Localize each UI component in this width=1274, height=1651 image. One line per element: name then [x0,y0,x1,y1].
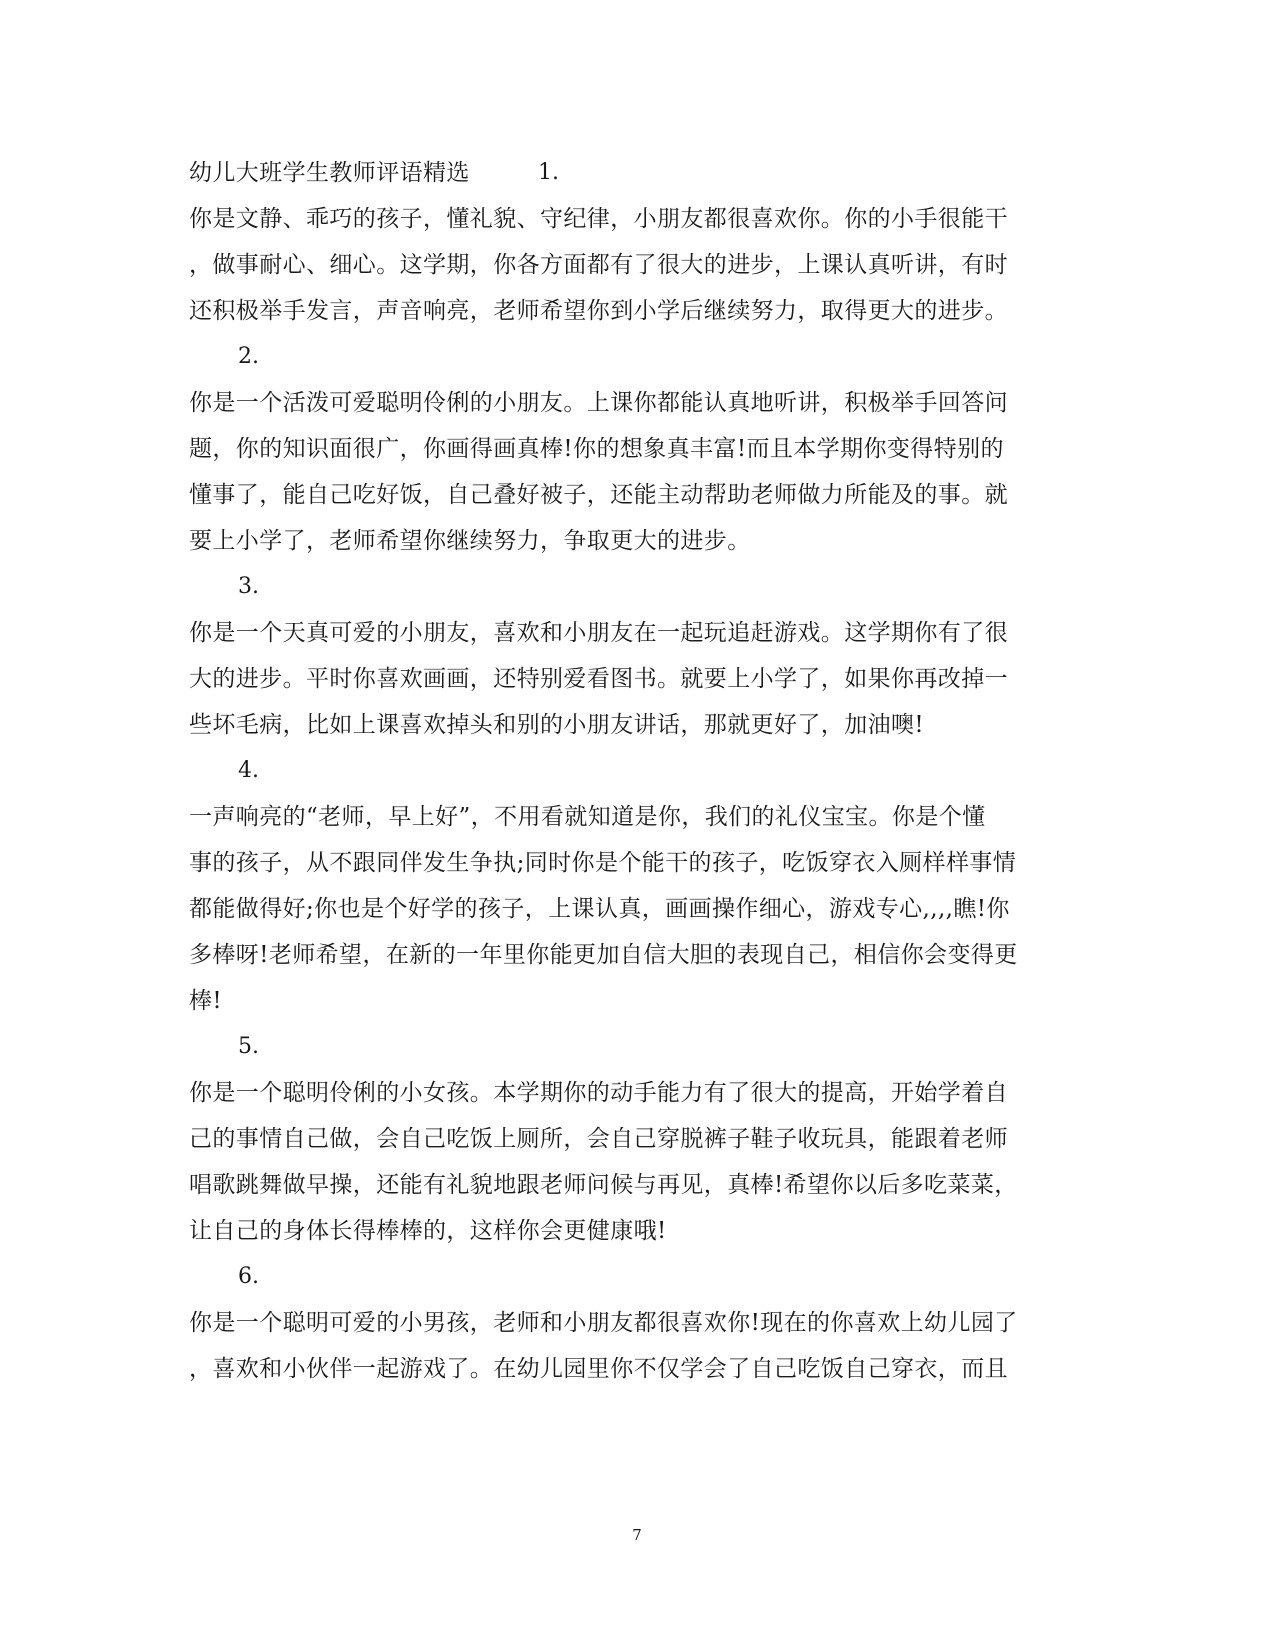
entry-text-line: 让自己的身体长得棒棒的，这样你会更健康哦! [189,1218,667,1244]
entry-number: 2. [238,344,259,369]
entry-text-line: 你是一个天真可爱的小朋友，喜欢和小朋友在一起玩追赶游戏。这学期你有了很 [189,620,1008,646]
entry-text-line: 事的孩子，从不跟同伴发生争执;同时你是个能干的孩子，吃饭穿衣入厕样样事情 [189,850,1017,876]
entry-number: 1. [538,160,559,185]
document-title: 幼儿大班学生教师评语精选 [189,160,470,186]
entry-text-line: 你是一个聪明可爱的小男孩，老师和小朋友都很喜欢你!现在的你喜欢上幼儿园了 [189,1310,1018,1336]
entry-text-line: 棒! [189,988,223,1014]
entry-text-line: ，做事耐心、细心。这学期，你各方面都有了很大的进步，上课认真听讲，有时 [189,252,1008,278]
entry-text-line: 还积极举手发言，声音响亮，老师希望你到小学后继续努力，取得更大的进步。 [189,298,1008,324]
entry-text-line: 己的事情自己做，会自己吃饭上厕所，会自己穿脱裤子鞋子收玩具，能跟着老师 [189,1126,1008,1152]
entry-text-line: 大的进步。平时你喜欢画画，还特别爱看图书。就要上小学了，如果你再改掉一 [189,666,1008,692]
entry-text-line: 你是文静、乖巧的孩子，懂礼貌、守纪律，小朋友都很喜欢你。你的小手很能干 [189,206,1008,232]
entry-text-line: 你是一个聪明伶俐的小女孩。本学期你的动手能力有了很大的提高，开始学着自 [189,1080,1008,1106]
entry-text-line: 多棒呀!老师希望，在新的一年里你能更加自信大胆的表现自己，相信你会变得更 [189,942,1018,968]
entry-number: 5. [238,1034,259,1059]
entry-text-line: 些坏毛病，比如上课喜欢掉头和别的小朋友讲话，那就更好了，加油噢! [189,712,925,738]
entry-text-line: 要上小学了，老师希望你继续努力，争取更大的进步。 [189,528,751,554]
entry-number: 6. [238,1264,259,1289]
entry-text-line: 懂事了，能自己吃好饭，自己叠好被子，还能主动帮助老师做力所能及的事。就 [189,482,1008,508]
entry-text-line: 一声响亮的“老师，早上好”，不用看就知道是你，我们的礼仪宝宝。你是个懂 [189,804,986,830]
entry-text-line: 题，你的知识面很广，你画得画真棒!你的想象真丰富!而且本学期你变得特别的 [189,436,1004,462]
entry-text-line: ，喜欢和小伙伴一起游戏了。在幼儿园里你不仅学会了自己吃饭自己穿衣，而且 [189,1356,1008,1382]
page-number: 7 [632,1526,642,1544]
entry-text-line: 你是一个活泼可爱聪明伶俐的小朋友。上课你都能认真地听讲，积极举手回答问 [189,390,1008,416]
entry-text-line: 唱歌跳舞做早操，还能有礼貌地跟老师问候与再见，真棒!希望你以后多吃菜菜， [189,1172,1018,1198]
entry-number: 3. [238,574,259,599]
entry-number: 4. [238,758,259,783]
entry-text-line: 都能做得好;你也是个好学的孩子，上课认真，画画操作细心，游戏专心,,,,瞧!你 [189,896,1010,922]
